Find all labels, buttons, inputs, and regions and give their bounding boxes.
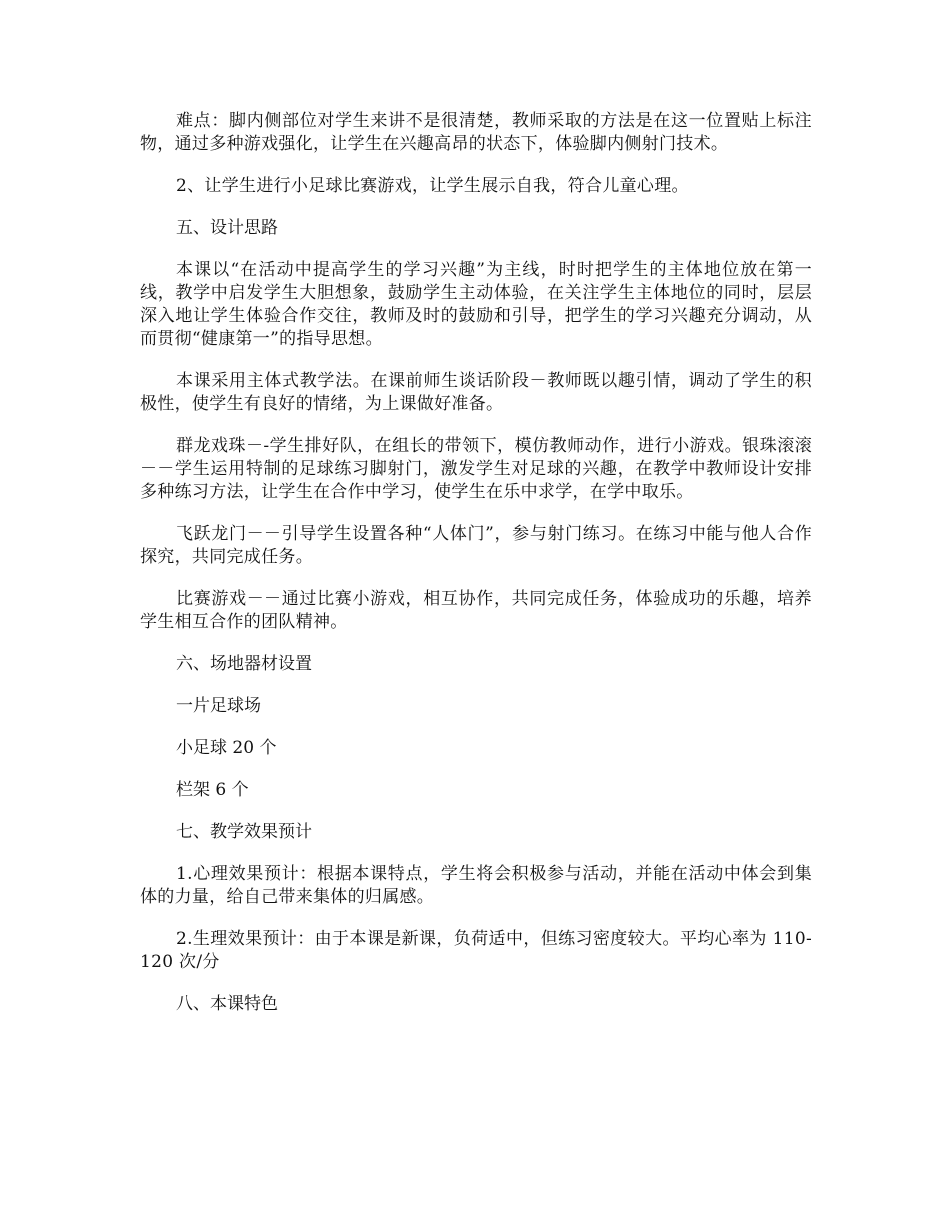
equipment-item-field: 一片足球场 xyxy=(176,696,261,716)
section-heading-expected-effects: 七、教学效果预计 xyxy=(176,822,312,842)
section-heading-venue-equipment: 六、场地器材设置 xyxy=(176,654,312,674)
section-heading-design-idea: 五、设计思路 xyxy=(176,218,278,238)
document-body xyxy=(140,110,812,1035)
paragraph-match-game: 比赛游戏－－通过比赛小游戏，相互协作，共同完成任务，体验成功的乐趣，培养学生相互合作的团队精神。 xyxy=(140,589,812,632)
paragraph-dragon-pearl-game: 群龙戏珠－-学生排好队，在组长的带领下，模仿教师动作，进行小游戏。银珠滚滚－－学生运用特制的足球练习脚射门，激发学生对足球的兴趣，在教学中教师设计安排多种练习方法，让学生在合作中学习，使学生在乐中求学，在学中取乐。 xyxy=(140,436,812,502)
paragraph-dragon-gate-game: 飞跃龙门－－引导学生设置各种“人体门”，参与射门练习。在练习中能与他人合作探究，共同完成任务。 xyxy=(140,524,812,567)
paragraph-teaching-method: 本课采用主体式教学法。在课前师生谈话阶段－教师既以趣引情，调动了学生的积极性，使学生有良好的情绪，为上课做好准备。 xyxy=(140,371,812,414)
paragraph-physiological-effect: 2.生理效果预计：由于本课是新课，负荷适中，但练习密度较大。平均心率为 110-120 次/分 xyxy=(140,929,812,972)
paragraph-difficulty: 难点：脚内侧部位对学生来讲不是很清楚，教师采取的方法是在这一位置贴上标注物，通过多种游戏强化，让学生在兴趣高昂的状态下，体验脚内侧射门技术。 xyxy=(140,111,812,154)
section-heading-lesson-features: 八、本课特色 xyxy=(176,994,278,1014)
paragraph-psychological-effect: 1.心理效果预计：根据本课特点，学生将会积极参与活动，并能在活动中体会到集体的力量，给自己带来集体的归属感。 xyxy=(140,864,812,907)
equipment-item-hurdles: 栏架 6 个 xyxy=(176,780,249,800)
equipment-item-balls: 小足球 20 个 xyxy=(176,738,277,758)
paragraph-small-soccer-game: 2、让学生进行小足球比赛游戏，让学生展示自我，符合儿童心理。 xyxy=(176,176,689,196)
paragraph-design-main-line: 本课以“在活动中提高学生的学习兴趣”为主线，时时把学生的主体地位放在第一线，教学中启发学生大胆想象，鼓励学生主动体验，在关注学生主体地位的同时，层层深入地让学生体验合作交往，教师及时的鼓励和引导，把学生的学习兴趣充分调动，从而贯彻“健康第一”的指导思想。 xyxy=(140,260,812,349)
